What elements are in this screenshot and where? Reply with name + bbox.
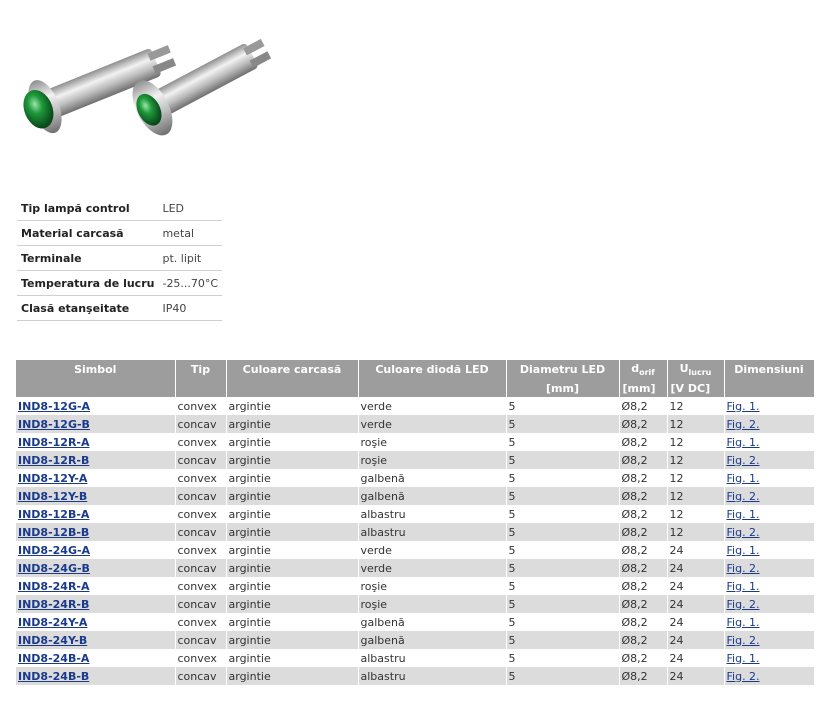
- product-link[interactable]: IND8-24R-A: [18, 579, 90, 593]
- cell-tip: concav: [175, 595, 226, 613]
- unit-empty: [226, 379, 358, 397]
- cell-dioda: albastru: [358, 505, 506, 523]
- cell-ulucru: 12: [667, 469, 724, 487]
- table-row: [16, 541, 814, 559]
- cell-tip: convex: [175, 541, 226, 559]
- cell-dimensiuni: [724, 433, 814, 451]
- product-link[interactable]: IND8-12B-A: [18, 507, 90, 521]
- figure-link[interactable]: Fig. 1.: [726, 435, 760, 449]
- cell-dioda: galbenă: [358, 631, 506, 649]
- spec-row: [17, 246, 222, 271]
- cell-ulucru: 12: [667, 505, 724, 523]
- header-culoare-dioda: Culoare diodă LED: [358, 360, 506, 379]
- cell-diametru: 5: [506, 631, 619, 649]
- cell-simbol: [16, 397, 175, 415]
- cell-dorif: Ø8,2: [619, 577, 667, 595]
- spec-label: Material carcasă: [17, 221, 158, 246]
- cell-carcasa: argintie: [226, 559, 358, 577]
- product-link[interactable]: IND8-12Y-A: [18, 471, 88, 485]
- cell-dimensiuni: [724, 577, 814, 595]
- unit-empty: [724, 379, 814, 397]
- cell-ulucru: 24: [667, 595, 724, 613]
- cell-carcasa: argintie: [226, 505, 358, 523]
- cell-diametru: 5: [506, 451, 619, 469]
- cell-carcasa: argintie: [226, 631, 358, 649]
- table-row: [16, 469, 814, 487]
- cell-dorif: Ø8,2: [619, 649, 667, 667]
- cell-ulucru: 12: [667, 397, 724, 415]
- figure-link[interactable]: Fig. 1.: [726, 579, 760, 593]
- cell-simbol: [16, 541, 175, 559]
- cell-dimensiuni: [724, 613, 814, 631]
- spec-label: Terminale: [17, 246, 158, 271]
- spec-row: [17, 221, 222, 246]
- cell-dimensiuni: [724, 667, 814, 685]
- header-dimensiuni: Dimensiuni: [724, 360, 814, 379]
- cell-diametru: 5: [506, 595, 619, 613]
- cell-dorif: Ø8,2: [619, 451, 667, 469]
- cell-ulucru: 12: [667, 523, 724, 541]
- cell-dimensiuni: [724, 469, 814, 487]
- figure-link[interactable]: Fig. 2.: [726, 669, 760, 683]
- cell-simbol: [16, 667, 175, 685]
- cell-dorif: Ø8,2: [619, 595, 667, 613]
- spec-label: Tip lampă control: [17, 196, 158, 221]
- cell-carcasa: argintie: [226, 397, 358, 415]
- cell-dimensiuni: [724, 523, 814, 541]
- cell-diametru: 5: [506, 649, 619, 667]
- cell-dioda: albastru: [358, 649, 506, 667]
- cell-dorif: Ø8,2: [619, 613, 667, 631]
- header-ulucru: $U_{lucru}$: [667, 360, 724, 379]
- figure-link[interactable]: Fig. 2.: [726, 453, 760, 467]
- cell-ulucru: 24: [667, 631, 724, 649]
- table-row: [16, 667, 814, 685]
- cell-carcasa: argintie: [226, 451, 358, 469]
- cell-dioda: roşie: [358, 595, 506, 613]
- cell-dorif: Ø8,2: [619, 505, 667, 523]
- cell-carcasa: argintie: [226, 415, 358, 433]
- table-row: [16, 487, 814, 505]
- cell-diametru: 5: [506, 397, 619, 415]
- spec-row: [17, 271, 222, 296]
- cell-diametru: 5: [506, 577, 619, 595]
- cell-carcasa: argintie: [226, 577, 358, 595]
- cell-carcasa: argintie: [226, 523, 358, 541]
- cell-dimensiuni: [724, 631, 814, 649]
- unit-empty: [175, 379, 226, 397]
- cell-diametru: 5: [506, 559, 619, 577]
- cell-carcasa: argintie: [226, 541, 358, 559]
- figure-link[interactable]: Fig. 2.: [726, 561, 760, 575]
- cell-carcasa: argintie: [226, 613, 358, 631]
- header-diametru: Diametru LED: [506, 360, 619, 379]
- cell-dioda: verde: [358, 415, 506, 433]
- cell-ulucru: 24: [667, 541, 724, 559]
- header-tip: Tip: [175, 360, 226, 379]
- cell-dioda: verde: [358, 397, 506, 415]
- spec-value: LED: [158, 196, 222, 221]
- cell-dioda: galbenă: [358, 613, 506, 631]
- table-row: [16, 559, 814, 577]
- cell-dioda: albastru: [358, 667, 506, 685]
- cell-tip: concav: [175, 487, 226, 505]
- cell-dimensiuni: [724, 541, 814, 559]
- header-culoare-carcasa: Culoare carcasă: [226, 360, 358, 379]
- product-link[interactable]: IND8-24G-A: [18, 543, 91, 557]
- product-table: [16, 360, 815, 685]
- cell-diametru: 5: [506, 505, 619, 523]
- header-dorif: $d_{orif}$: [619, 360, 667, 379]
- cell-tip: convex: [175, 649, 226, 667]
- cell-simbol: [16, 577, 175, 595]
- spec-label: Clasă etanşeitate: [17, 296, 158, 321]
- cell-tip: concav: [175, 667, 226, 685]
- cell-simbol: [16, 433, 175, 451]
- table-row: [16, 595, 814, 613]
- spec-value: pt. lipit: [158, 246, 222, 271]
- cell-dioda: galbenă: [358, 469, 506, 487]
- figure-link[interactable]: Fig. 2.: [726, 633, 760, 647]
- cell-simbol: [16, 505, 175, 523]
- table-row: [16, 415, 814, 433]
- table-row: [16, 613, 814, 631]
- figure-link[interactable]: Fig. 2.: [726, 525, 760, 539]
- cell-carcasa: argintie: [226, 469, 358, 487]
- cell-ulucru: 12: [667, 415, 724, 433]
- spec-row: [17, 296, 222, 321]
- product-link[interactable]: IND8-12R-A: [18, 435, 90, 449]
- unit-empty: [358, 379, 506, 397]
- figure-link[interactable]: Fig. 1.: [726, 543, 760, 557]
- cell-ulucru: 24: [667, 613, 724, 631]
- product-link[interactable]: IND8-12G-A: [18, 399, 91, 413]
- cell-carcasa: argintie: [226, 649, 358, 667]
- spec-row: [17, 196, 222, 221]
- cell-ulucru: 12: [667, 451, 724, 469]
- cell-simbol: [16, 469, 175, 487]
- table-row: [16, 451, 814, 469]
- figure-link[interactable]: Fig. 1.: [726, 615, 760, 629]
- cell-tip: concav: [175, 559, 226, 577]
- cell-dimensiuni: [724, 451, 814, 469]
- header-simbol: Simbol: [16, 360, 175, 379]
- cell-diametru: 5: [506, 469, 619, 487]
- cell-tip: convex: [175, 469, 226, 487]
- figure-link[interactable]: Fig. 2.: [726, 597, 760, 611]
- cell-tip: concav: [175, 523, 226, 541]
- cell-diametru: 5: [506, 541, 619, 559]
- unit-dorif: [mm]: [619, 379, 667, 397]
- cell-tip: convex: [175, 613, 226, 631]
- cell-tip: convex: [175, 577, 226, 595]
- figure-link[interactable]: Fig. 1.: [726, 651, 760, 665]
- table-row: [16, 631, 814, 649]
- cell-dorif: Ø8,2: [619, 469, 667, 487]
- cell-dioda: roşie: [358, 451, 506, 469]
- cell-dioda: albastru: [358, 523, 506, 541]
- unit-diametru: [mm]: [506, 379, 619, 397]
- cell-diametru: 5: [506, 433, 619, 451]
- specs-table: [17, 196, 222, 321]
- cell-dorif: Ø8,2: [619, 397, 667, 415]
- cell-simbol: [16, 649, 175, 667]
- cell-tip: concav: [175, 415, 226, 433]
- cell-ulucru: 24: [667, 649, 724, 667]
- table-row: [16, 577, 814, 595]
- cell-dorif: Ø8,2: [619, 667, 667, 685]
- cell-ulucru: 24: [667, 577, 724, 595]
- table-row: [16, 649, 814, 667]
- cell-ulucru: 12: [667, 487, 724, 505]
- product-link[interactable]: IND8-24R-B: [18, 597, 90, 611]
- cell-carcasa: argintie: [226, 433, 358, 451]
- cell-diametru: 5: [506, 613, 619, 631]
- product-link[interactable]: IND8-12R-B: [18, 453, 90, 467]
- product-photo: [0, 0, 290, 170]
- cell-tip: convex: [175, 433, 226, 451]
- cell-carcasa: argintie: [226, 667, 358, 685]
- cell-dimensiuni: [724, 415, 814, 433]
- cell-simbol: [16, 559, 175, 577]
- spec-value: IP40: [158, 296, 222, 321]
- product-link[interactable]: IND8-24Y-A: [18, 615, 88, 629]
- cell-dimensiuni: [724, 487, 814, 505]
- cell-dioda: galbenă: [358, 487, 506, 505]
- table-row: [16, 433, 814, 451]
- cell-dioda: roşie: [358, 433, 506, 451]
- cell-diametru: 5: [506, 523, 619, 541]
- cell-tip: convex: [175, 505, 226, 523]
- product-link[interactable]: IND8-12B-B: [18, 525, 90, 539]
- cell-ulucru: 12: [667, 433, 724, 451]
- cell-dioda: verde: [358, 559, 506, 577]
- cell-simbol: [16, 523, 175, 541]
- cell-dorif: Ø8,2: [619, 631, 667, 649]
- cell-diametru: 5: [506, 487, 619, 505]
- cell-dimensiuni: [724, 559, 814, 577]
- product-link[interactable]: IND8-24G-B: [18, 561, 90, 575]
- cell-ulucru: 24: [667, 667, 724, 685]
- product-link[interactable]: IND8-24B-A: [18, 651, 90, 665]
- cell-dorif: Ø8,2: [619, 487, 667, 505]
- cell-simbol: [16, 451, 175, 469]
- cell-tip: convex: [175, 397, 226, 415]
- cell-tip: concav: [175, 631, 226, 649]
- cell-tip: concav: [175, 451, 226, 469]
- figure-link[interactable]: Fig. 1.: [726, 507, 760, 521]
- figure-link[interactable]: Fig. 2.: [726, 417, 760, 431]
- spec-value: metal: [158, 221, 222, 246]
- table-row: [16, 523, 814, 541]
- table-row: [16, 505, 814, 523]
- cell-dioda: roşie: [358, 577, 506, 595]
- unit-empty: [16, 379, 175, 397]
- lamp-right: [124, 21, 279, 142]
- cell-dorif: Ø8,2: [619, 415, 667, 433]
- cell-diametru: 5: [506, 667, 619, 685]
- product-link[interactable]: IND8-12G-B: [18, 417, 90, 431]
- product-link[interactable]: IND8-12Y-B: [18, 489, 88, 503]
- cell-dimensiuni: [724, 397, 814, 415]
- cell-simbol: [16, 613, 175, 631]
- figure-link[interactable]: Fig. 2.: [726, 489, 760, 503]
- cell-dioda: verde: [358, 541, 506, 559]
- cell-simbol: [16, 631, 175, 649]
- cell-dorif: Ø8,2: [619, 541, 667, 559]
- figure-link[interactable]: Fig. 1.: [726, 399, 760, 413]
- cell-simbol: [16, 415, 175, 433]
- cell-dorif: Ø8,2: [619, 559, 667, 577]
- spec-label: Temperatura de lucru: [17, 271, 158, 296]
- cell-dorif: Ø8,2: [619, 433, 667, 451]
- cell-dimensiuni: [724, 505, 814, 523]
- cell-dorif: Ø8,2: [619, 523, 667, 541]
- cell-simbol: [16, 487, 175, 505]
- cell-diametru: 5: [506, 415, 619, 433]
- cell-simbol: [16, 595, 175, 613]
- table-row: [16, 397, 814, 415]
- cell-dimensiuni: [724, 649, 814, 667]
- product-link[interactable]: IND8-24B-B: [18, 669, 90, 683]
- cell-carcasa: argintie: [226, 595, 358, 613]
- unit-ulucru: [V DC]: [667, 379, 724, 397]
- spec-value: -25...70°C: [158, 271, 222, 296]
- figure-link[interactable]: Fig. 1.: [726, 471, 760, 485]
- product-link[interactable]: IND8-24Y-B: [18, 633, 88, 647]
- cell-dimensiuni: [724, 595, 814, 613]
- cell-carcasa: argintie: [226, 487, 358, 505]
- cell-ulucru: 24: [667, 559, 724, 577]
